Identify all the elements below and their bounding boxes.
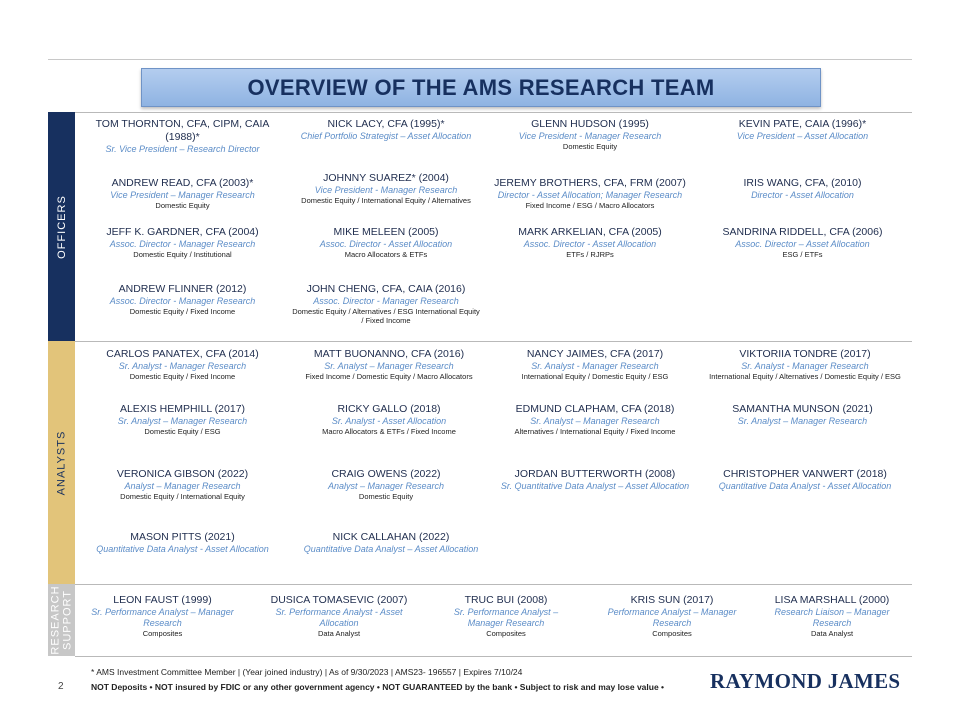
analysts-band xyxy=(48,341,75,584)
member-name: KRIS SUN (2017) xyxy=(630,594,714,606)
member-role: Sr. Performance Analyst – Manager Research xyxy=(91,606,234,628)
officers-band xyxy=(48,112,75,341)
team-member-card xyxy=(289,403,489,436)
member-name: NICK CALLAHAN (2022) xyxy=(332,531,450,543)
research-support-label: RESEARCH SUPPORT xyxy=(49,585,74,655)
member-name: MARK ARKELIAN, CFA (2005) xyxy=(518,226,662,238)
team-member-card xyxy=(710,468,900,492)
team-member-card xyxy=(706,348,904,381)
member-name: SAMANTHA MUNSON (2021) xyxy=(732,403,873,415)
member-role: Assoc. Director - Manager Research xyxy=(109,238,256,249)
team-member-card xyxy=(80,177,285,210)
member-role: Sr. Analyst – Manager Research xyxy=(117,415,248,426)
separator-line xyxy=(75,341,912,342)
member-focus: Domestic Equity xyxy=(358,491,414,501)
member-focus: Domestic Equity / ESG xyxy=(144,426,221,436)
member-name: KEVIN PATE, CAIA (1996)* xyxy=(738,118,867,130)
disclaimer: NOT Deposits • NOT insured by FDIC or any other government agency • NOT GUARANTEED by the bank • Subject to risk and may lose value • xyxy=(91,682,665,692)
member-role: Sr. Analyst - Manager Research xyxy=(741,360,869,371)
member-role: Director - Asset Allocation xyxy=(751,189,854,200)
member-name: CHRISTOPHER VANWERT (2018) xyxy=(723,468,887,480)
member-name: NICK LACY, CFA (1995)* xyxy=(327,118,445,130)
member-focus: International Equity / Domestic Equity / ESG xyxy=(521,371,669,381)
member-focus: Macro Allocators & ETFs / Fixed Income xyxy=(322,426,456,436)
member-focus: Domestic Equity xyxy=(155,200,210,210)
member-role: Vice President – Asset Allocation xyxy=(736,130,869,141)
team-member-card xyxy=(289,348,489,381)
member-focus: Domestic Equity xyxy=(562,141,618,151)
member-role: Analyst – Manager Research xyxy=(327,480,445,491)
member-name: JORDAN BUTTERWORTH (2008) xyxy=(514,468,676,480)
member-name: LEON FAUST (1999) xyxy=(113,594,212,606)
member-name: VIKTORIIA TONDRE (2017) xyxy=(739,348,871,360)
member-focus: Domestic Equity / Fixed Income xyxy=(129,306,236,316)
separator-line xyxy=(75,656,912,657)
team-member-card xyxy=(710,118,895,142)
member-name: JOHNNY SUAREZ* (2004) xyxy=(323,172,449,184)
member-role: Quantitative Data Analyst – Asset Allocation xyxy=(303,543,479,554)
footnote: * AMS Investment Committee Member | (Year joined industry) | As of 9/30/2023 | AMS23- 196557 | Expires 7/10/24 xyxy=(91,667,523,677)
member-name: SANDRINA RIDDELL, CFA (2006) xyxy=(722,226,883,238)
separator-line xyxy=(75,112,912,113)
separator-line xyxy=(75,584,912,585)
member-name: MASON PITTS (2021) xyxy=(130,531,235,543)
member-focus: Alternatives / International Equity / Fixed Income xyxy=(514,426,676,436)
member-role: Performance Analyst – Manager Research xyxy=(607,606,737,628)
team-member-card xyxy=(495,226,685,259)
member-name: ANDREW READ, CFA (2003)* xyxy=(111,177,254,189)
member-name: JEREMY BROTHERS, CFA, FRM (2007) xyxy=(494,177,686,189)
page-title: OVERVIEW OF THE AMS RESEARCH TEAM xyxy=(247,74,715,100)
member-name: LISA MARSHALL (2000) xyxy=(774,594,890,606)
team-member-card xyxy=(263,594,415,638)
member-focus: Domestic Equity / Alternatives / ESG International Equity / Fixed Income xyxy=(292,306,480,325)
member-name: JEFF K. GARDNER, CFA (2004) xyxy=(106,226,259,238)
team-member-card xyxy=(495,468,695,492)
member-role: Sr. Performance Analyst - Asset Allocation xyxy=(275,606,403,628)
team-member-card xyxy=(710,403,895,427)
member-role: Sr. Analyst - Manager Research xyxy=(118,360,247,371)
team-member-card xyxy=(80,531,285,555)
member-name: CRAIG OWENS (2022) xyxy=(331,468,441,480)
team-member-card xyxy=(710,226,895,259)
member-name: EDMUND CLAPHAM, CFA (2018) xyxy=(515,403,675,415)
member-name: NANCY JAIMES, CFA (2017) xyxy=(526,348,664,360)
team-member-card xyxy=(757,594,907,638)
page-number: 2 xyxy=(58,681,64,692)
member-role: Quantitative Data Analyst - Asset Allocation xyxy=(96,543,269,554)
member-role: Chief Portfolio Strategist – Asset Allocation xyxy=(300,130,472,141)
member-role: Assoc. Director - Manager Research xyxy=(313,295,459,306)
member-role: Sr. Analyst – Manager Research xyxy=(737,415,868,426)
member-focus: Macro Allocators & ETFs xyxy=(344,249,428,259)
team-member-card xyxy=(80,283,285,316)
member-focus: Domestic Equity / Institutional xyxy=(133,249,232,259)
team-member-card xyxy=(80,403,285,436)
member-focus: ETFs / RJRPs xyxy=(566,249,614,259)
member-role: Sr. Vice President – Research Director xyxy=(105,143,260,154)
title-banner xyxy=(141,68,821,107)
member-role: Director - Asset Allocation; Manager Research xyxy=(497,189,683,200)
team-member-card xyxy=(80,226,285,259)
member-focus: ESG / ETFs xyxy=(782,249,823,259)
member-role: Assoc. Director – Asset Allocation xyxy=(735,238,870,249)
team-member-card xyxy=(291,531,491,555)
member-role: Sr. Analyst - Asset Allocation xyxy=(331,415,447,426)
member-name: JOHN CHENG, CFA, CAIA (2016) xyxy=(306,283,466,295)
member-focus: International Equity / Alternatives / Domestic Equity / ESG xyxy=(709,371,901,381)
member-role: Vice President - Manager Research xyxy=(518,130,662,141)
member-name: CARLOS PANATEX, CFA (2014) xyxy=(106,348,259,360)
member-role: Vice President - Manager Research xyxy=(314,184,458,195)
member-name: GLENN HUDSON (1995) xyxy=(531,118,649,130)
team-member-card xyxy=(445,594,567,638)
top-rule xyxy=(48,59,912,60)
member-name: MIKE MELEEN (2005) xyxy=(333,226,439,238)
team-member-card xyxy=(495,348,695,381)
member-role: Research Liaison – Manager Research xyxy=(774,606,890,628)
member-role: Sr. Analyst - Manager Research xyxy=(531,360,659,371)
member-name: TOM THORNTON, CFA, CIPM, CAIA (1988)* xyxy=(95,118,270,143)
member-name: IRIS WANG, CFA, (2010) xyxy=(743,177,862,189)
member-focus: Fixed Income / ESG / Macro Allocators xyxy=(525,200,655,210)
member-name: ANDREW FLINNER (2012) xyxy=(118,283,247,295)
member-focus: Domestic Equity / Fixed Income xyxy=(129,371,236,381)
officers-label: OFFICERS xyxy=(55,194,68,259)
member-focus: Domestic Equity / International Equity xyxy=(120,491,245,501)
member-focus: Fixed Income / Domestic Equity / Macro Allocators xyxy=(305,371,473,381)
analysts-label: ANALYSTS xyxy=(55,430,68,495)
team-member-card xyxy=(597,594,747,638)
team-member-card xyxy=(485,177,695,210)
member-focus: Composites xyxy=(652,628,692,638)
member-focus: Domestic Equity / International Equity / Alternatives xyxy=(301,195,471,205)
member-role: Analyst – Manager Research xyxy=(124,480,241,491)
member-role: Sr. Analyst – Manager Research xyxy=(324,360,454,371)
team-member-card xyxy=(80,118,285,155)
member-role: Assoc. Director - Asset Allocation xyxy=(319,238,453,249)
team-member-card xyxy=(495,403,695,436)
member-name: RICKY GALLO (2018) xyxy=(337,403,441,415)
member-focus: Composites xyxy=(486,628,526,638)
member-name: MATT BUONANNO, CFA (2016) xyxy=(313,348,465,360)
team-member-card xyxy=(495,118,685,151)
member-focus: Data Analyst xyxy=(317,628,361,638)
member-name: ALEXIS HEMPHILL (2017) xyxy=(119,403,246,415)
member-focus: Composites xyxy=(142,628,183,638)
team-member-card xyxy=(710,177,895,201)
team-member-card xyxy=(291,226,481,259)
raymond-james-logo: RAYMOND JAMES xyxy=(710,669,901,693)
team-member-card xyxy=(291,283,481,325)
team-member-card xyxy=(80,594,245,638)
member-role: Assoc. Director - Asset Allocation xyxy=(523,238,657,249)
member-focus: Data Analyst xyxy=(810,628,854,638)
team-member-card xyxy=(291,468,481,501)
research-support-band xyxy=(48,584,75,656)
member-role: Sr. Quantitative Data Analyst – Asset Allocation xyxy=(500,480,690,491)
member-name: VERONICA GIBSON (2022) xyxy=(116,468,249,480)
team-member-card xyxy=(291,118,481,142)
member-name: TRUC BUI (2008) xyxy=(464,594,548,606)
team-member-card xyxy=(80,468,285,501)
team-member-card xyxy=(80,348,285,381)
member-role: Assoc. Director - Manager Research xyxy=(109,295,256,306)
member-role: Quantitative Data Analyst - Asset Allocation xyxy=(718,480,892,491)
team-member-card xyxy=(286,172,486,205)
member-role: Sr. Analyst – Manager Research xyxy=(530,415,660,426)
member-name: DUSICA TOMASEVIC (2007) xyxy=(270,594,408,606)
member-role: Vice President – Manager Research xyxy=(110,189,255,200)
member-role: Sr. Performance Analyst – Manager Research xyxy=(453,606,559,628)
